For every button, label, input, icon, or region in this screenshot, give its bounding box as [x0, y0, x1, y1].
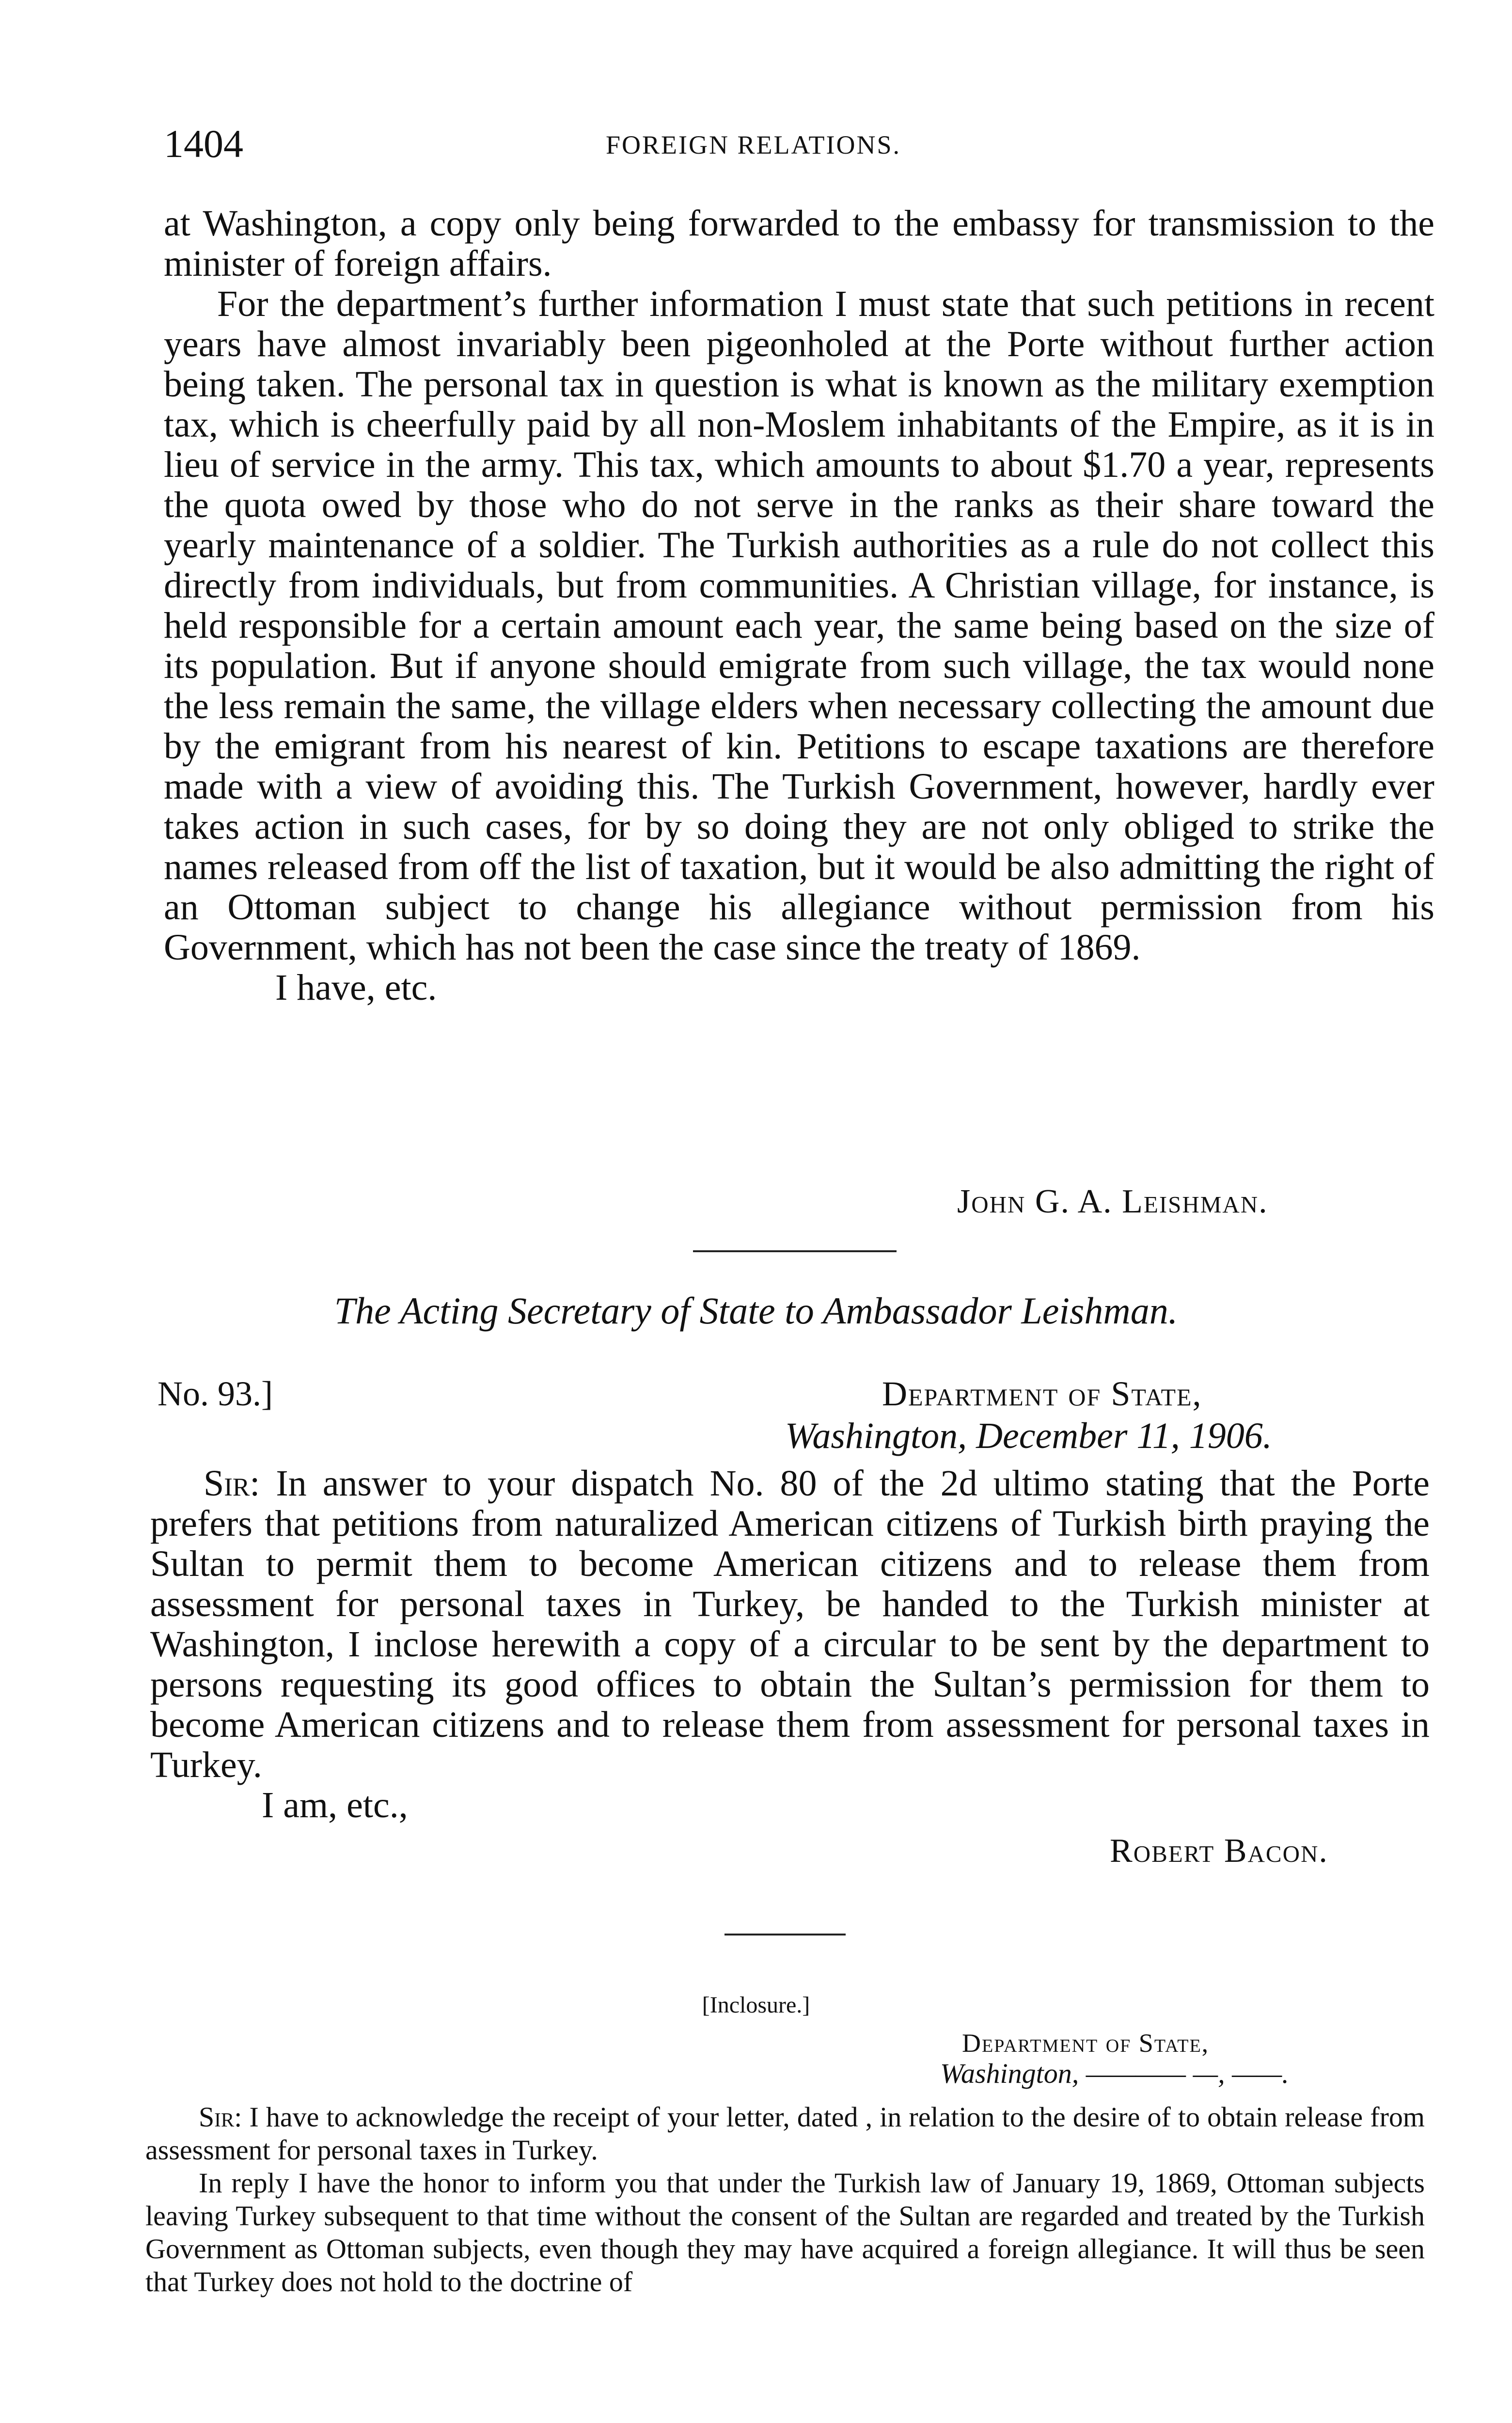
letter2-signature: Robert Bacon. — [1110, 1832, 1328, 1870]
letter2-number: No. 93.] — [158, 1374, 273, 1413]
section-divider — [693, 1250, 897, 1252]
inclosure-body — [145, 2101, 1425, 2298]
letter2-text: In answer to your dispatch No. 80 of the 2d ultimo stating that the Porte prefers that petitions from naturalized American citizens of Turkish birth praying the Sultan to permit them to become American citizens and to release them from assessment for personal taxes in Turkey, be handed to the Turkish minister at Washington, I inclose herewith a copy of a circular to be sent by the department to persons requesting its good offices to obtain the Sultan’s permission for them to become American citizens and to release them from assessment for personal taxes in Turkey. — [150, 1463, 1430, 1785]
inclosure-department: Department of State, — [962, 2029, 1210, 2058]
letter1-closing: I have, etc. — [275, 967, 437, 1008]
letter2-salutation: Sir: — [204, 1463, 260, 1504]
letter2-dateline: Washington, December 11, 1906. — [785, 1416, 1272, 1456]
page-number: 1404 — [164, 122, 243, 166]
inclosure-paragraph-2: In reply I have the honor to inform you that under the Turkish law of January 19, 1869, Ottoman subjects leaving Turkey subsequent to that time without the consent of the Sultan are regarded and treated by the Turkish Government as Ottoman subjects, even though they may have acquired a foreign allegiance. It will thus be seen that Turkey does not hold to the doctrine of — [145, 2167, 1425, 2297]
letter1-signature: John G. A. Leishman. — [957, 1183, 1268, 1220]
inclosure-salutation: Sir: — [199, 2101, 242, 2133]
section-divider-2 — [724, 1934, 846, 1935]
running-title: FOREIGN RELATIONS. — [606, 130, 901, 159]
inclosure-paragraph-1: I have to acknowledge the receipt of your letter, dated , in relation to the desire of to obtain release from assessment for personal taxes in Turkey. — [145, 2101, 1425, 2166]
letter2-body — [150, 1463, 1430, 1825]
letter2-department: Department of State, — [882, 1374, 1202, 1413]
letter1-body — [164, 204, 1434, 1008]
inclosure-dateline: Washington, ———— —, ——. — [940, 2058, 1289, 2089]
letter2-heading: The Acting Secretary of State to Ambassador Leishman. — [334, 1290, 1178, 1332]
letter1-paragraph-1: at Washington, a copy only being forwarded to the embassy for transmission to the minister of foreign affairs. — [164, 203, 1434, 284]
inclosure-label: [Inclosure.] — [702, 1992, 810, 2018]
letter2-closing: I am, etc., — [262, 1785, 408, 1825]
letter1-paragraph-2: For the department’s further information I must state that such petitions in recent years have almost invariably been pigeonholed at the Porte without further action being taken. The personal tax in question is what is known as the military exemption tax, which is cheerfully paid by all non-Moslem inhabitants of the Empire, as it is in lieu of service in the army. This tax, which amounts to about $1.70 a year, represents the quota owed by those who do not serve in the ranks as their share toward the yearly maintenance of a soldier. The Turkish authorities as a rule do not collect this directly from individuals, but from communities. A Christian village, for instance, is held responsible for a certain amount each year, the same being based on the size of its population. But if anyone should emigrate from such village, the tax would none the less remain the same, the village elders when necessary collecting the amount due by the emigrant from his nearest of kin. Petitions to escape taxations are therefore made with a view of avoiding this. The Turkish Government, however, hardly ever takes action in such cases, for by so doing they are not only obliged to strike the names released from off the list of taxation, but it would be also admitting the right of an Ottoman subject to change his allegiance without permission from his Government, which has not been the case since the treaty of 1869. — [164, 283, 1434, 968]
